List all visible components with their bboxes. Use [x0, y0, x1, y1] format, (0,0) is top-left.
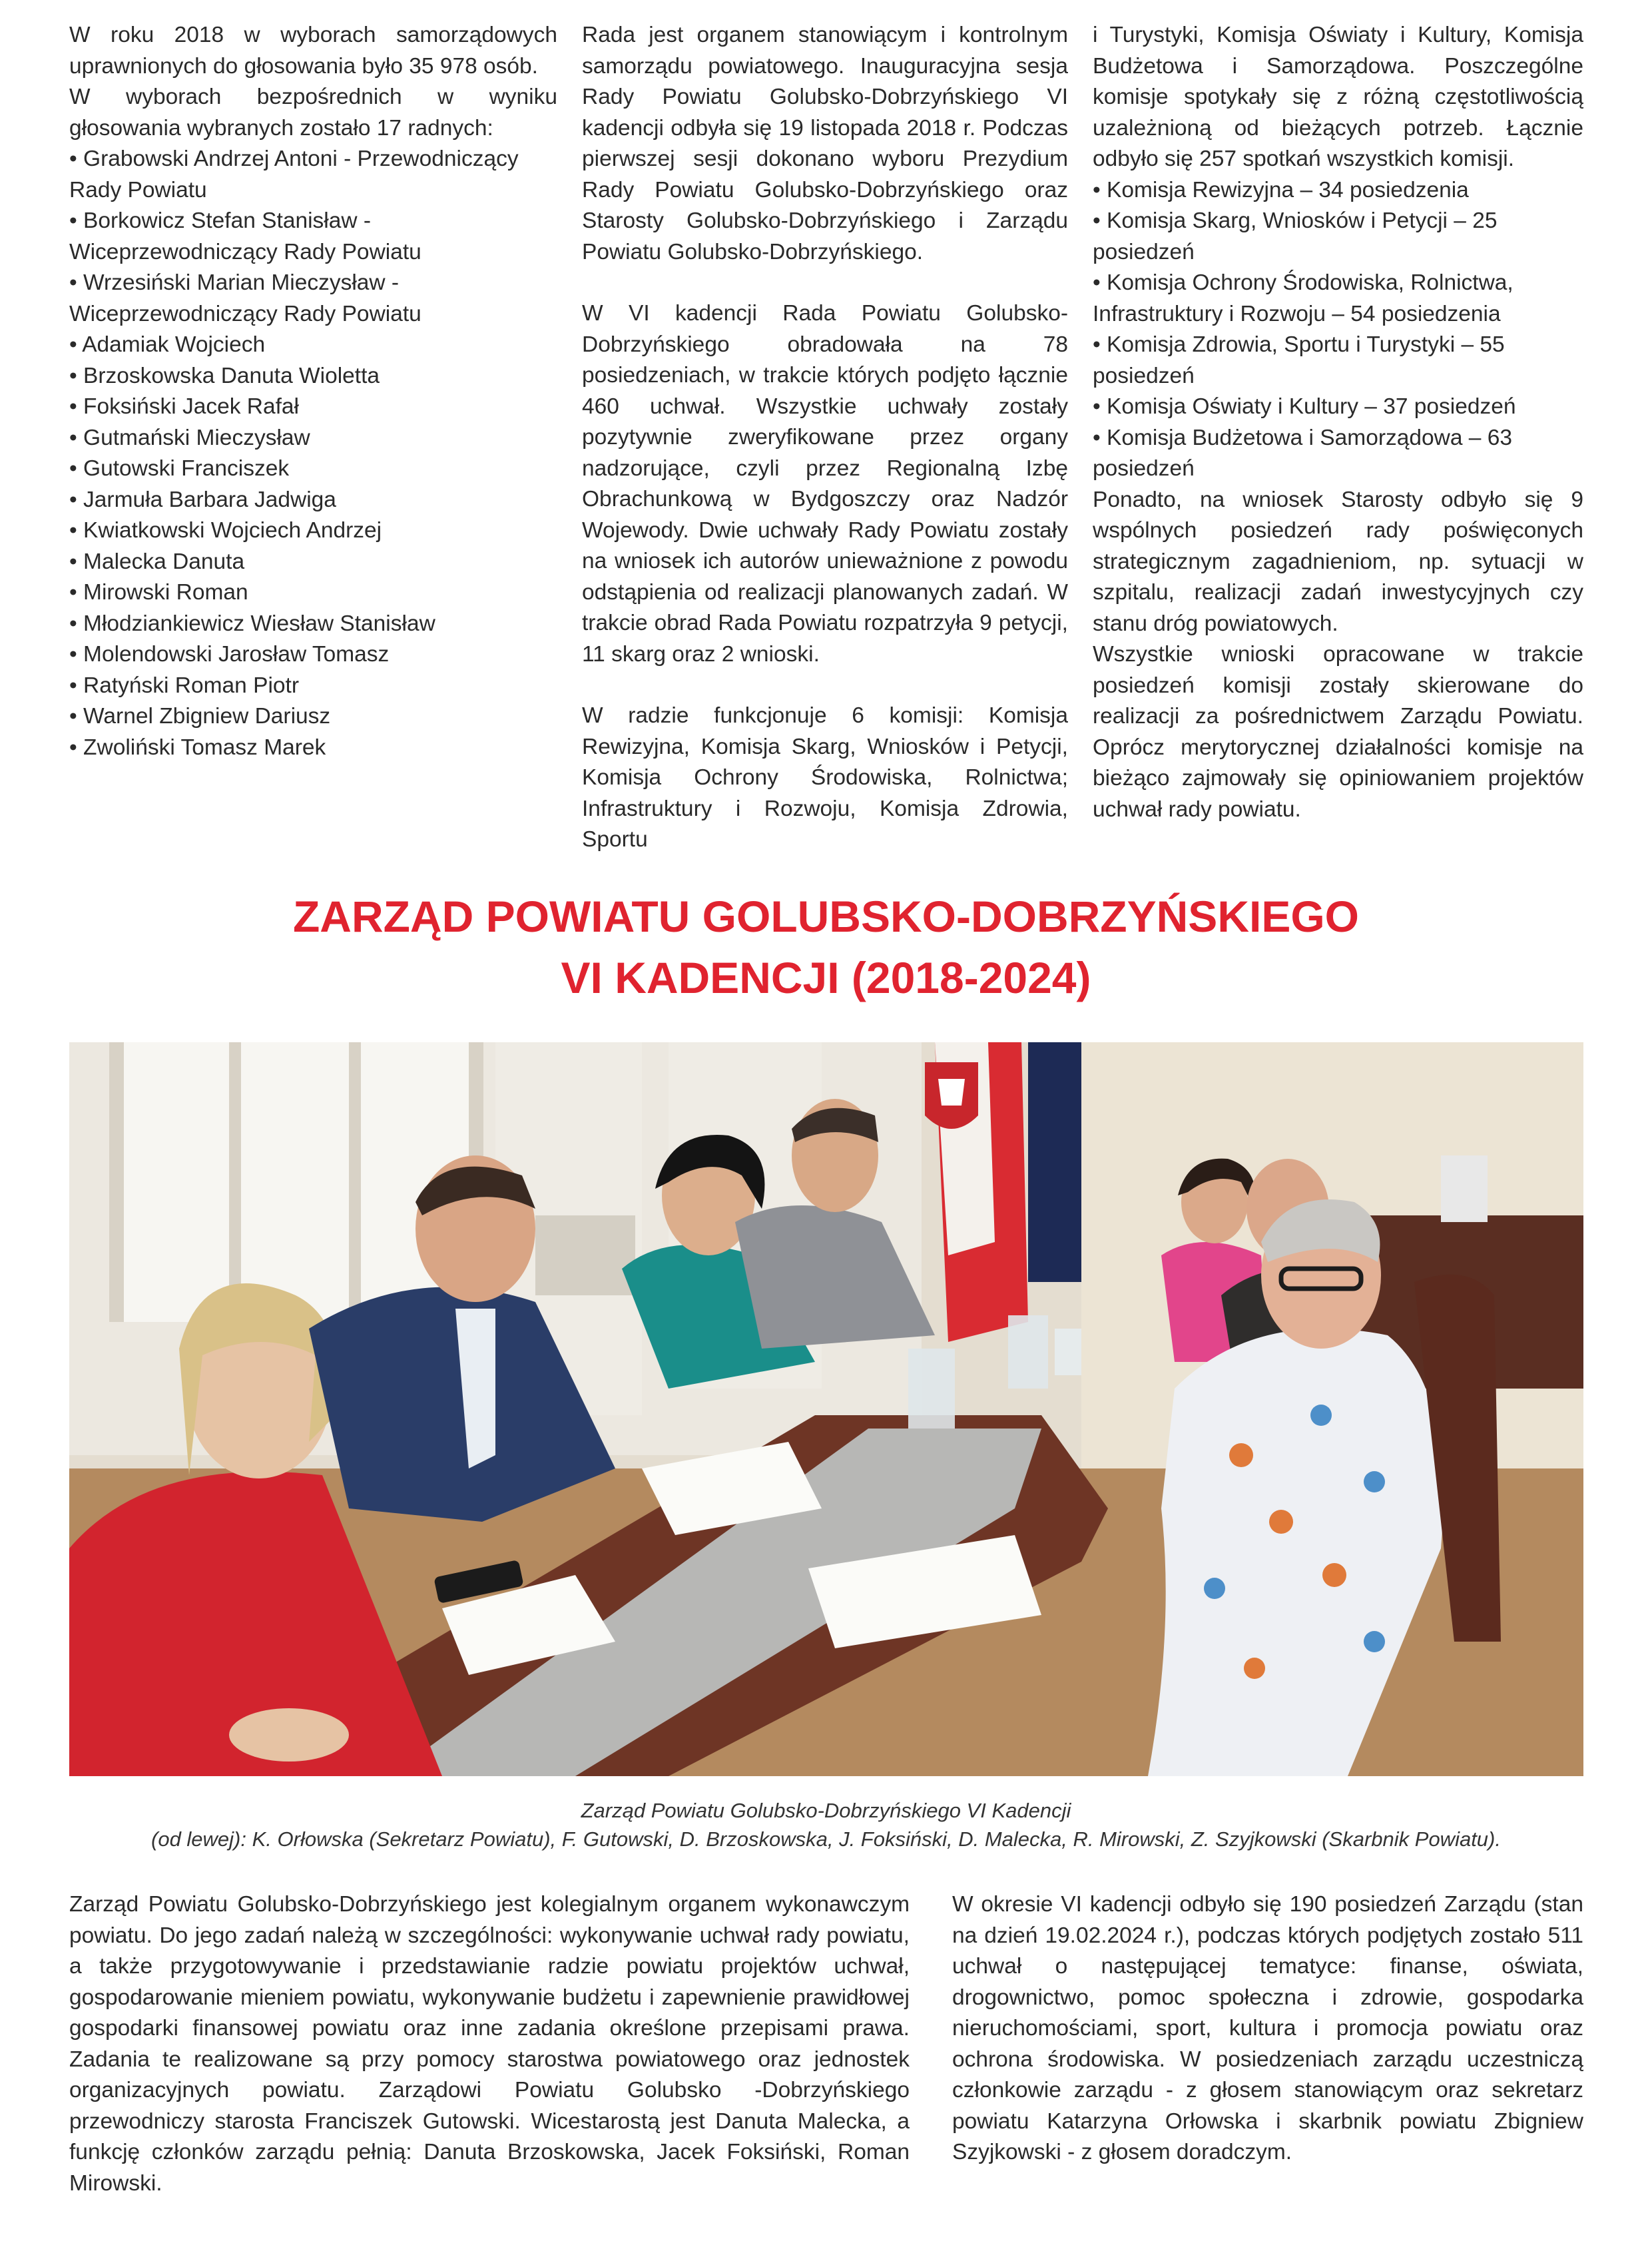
caption-title: Zarząd Powiatu Golubsko-Dobrzyńskiego VI Kadencji — [581, 1799, 1071, 1822]
board-duties-paragraph: Zarząd Powiatu Golubsko-Dobrzyńskiego jest kolegialnym organem wykonawczym powiatu. Do jego zadań należą w szczególności: wykonywanie uchwał rady powiatu, a także przygotowywanie i przedstawianie radzie powiatu projektów uchwał, gospodarowanie mieniem powiatu, wykonywanie budżetu i zapewnienie prawidłowej gospodarki finansowej powiatu oraz inne zadania określone przepisami prawa. Zadania te realizowane są przy pomocy starostwa powiatowego oraz jednostek organizacyjnych powiatu. Zarządowi Powiatu Golubsko -Dobrzyńskiego przewodniczy starosta Franciszek Gutowski. Wicestarostą jest Danuta Malecka, a funkcję członków zarządu pełnią: Danuta Brzoskowska, Jacek Foksiński, Roman Mirowski. — [69, 1892, 910, 2196]
flag-eu — [1028, 1042, 1081, 1282]
list-item: • Adamiak Wojciech — [69, 330, 557, 361]
council-paragraph: Rada jest organem stanowiącym i kontrolnym samorządu powiatowego. Inauguracyjna sesja Rady Powiatu Golubsko-Dobrzyńskiego VI kadencji odbyła się 19 listopada 2018 r. Podczas pierwszej sesji dokonano wyboru Prezydium Rady Powiatu Golubsko-Dobrzyńskiego oraz Starosty Golubsko-Dobrzyńskiego i Zarządu Powiatu Golubsko-Dobrzyńskiego. — [582, 23, 1068, 264]
heading-line-1: ZARZĄD POWIATU GOLUBSKO-DOBRZYŃSKIEGO — [292, 892, 1360, 941]
list-item: • Malecka Danuta — [69, 547, 557, 578]
board-meeting-photo — [69, 1042, 1583, 1776]
section-heading — [0, 886, 1652, 1008]
column-2 — [582, 20, 1068, 856]
committees-list — [1093, 175, 1583, 485]
list-item: • Molendowski Jarosław Tomasz — [69, 639, 557, 671]
joint-sessions-paragraph: Ponadto, na wniosek Starosty odbyło się 9 wspólnych posiedzeń rady poświęconych strategicznym zagadnieniom, np. sytuacji w szpitalu, realizacji zadań inwestycyjnych czy stanu dróg powiatowych. — [1093, 487, 1583, 636]
list-item: • Gutmański Mieczysław — [69, 423, 557, 454]
list-item: • Mirowski Roman — [69, 577, 557, 609]
list-item: • Ratyński Roman Piotr — [69, 671, 557, 702]
board-meetings-paragraph: W okresie VI kadencji odbyło się 190 posiedzeń Zarządu (stan na dzień 19.02.2024 r.), podczas których podjętych zostało 511 uchwał o następującej tematyce: finanse, oświata, drogownictwo, pomoc społeczna i zdrowie, gospodarka nieruchomościami, sport, kultura i promocja powiatu oraz ochrona środowiska. W posiedzeniach zarządu uczestniczą członkowie zarządu - z głosem stanowiącym oraz sekretarz powiatu Katarzyna Orłowska i skarbnik powiatu Zbigniew Szyjkowski - z głosem doradczym. — [952, 1892, 1583, 2164]
list-item: • Komisja Skarg, Wniosków i Petycji – 25 posiedzeń — [1093, 206, 1583, 268]
radiator — [535, 1215, 635, 1295]
coat-of-arms-emblem — [925, 1062, 978, 1129]
elected-intro: W wyborach bezpośrednich w wyniku głosowania wybranych zostało 17 radnych: — [69, 85, 557, 141]
list-item: • Wrzesiński Marian Mieczysław - Wiceprzewodniczący Rady Powiatu — [69, 268, 557, 330]
list-item: • Kwiatkowski Wojciech Andrzej — [69, 515, 557, 547]
list-item: • Komisja Ochrony Środowiska, Rolnictwa, Infrastruktury i Rozwoju – 54 posiedzenia — [1093, 268, 1583, 330]
list-item: • Młodziankiewicz Wiesław Stanisław — [69, 609, 557, 640]
list-item: • Warnel Zbigniew Dariusz — [69, 701, 557, 733]
intro-paragraph: W roku 2018 w wyborach samorządowych uprawnionych do głosowania było 35 978 osób. — [69, 23, 557, 79]
column-3 — [1093, 20, 1583, 825]
list-item: • Komisja Zdrowia, Sportu i Turystyki – 55 posiedzeń — [1093, 330, 1583, 392]
caption-names: (od lewej): K. Orłowska (Sekretarz Powiatu), F. Gutowski, D. Brzoskowska, J. Foksiński, D. Malecka, R. Mirowski, Z. Szyjkowski (Skarbnik Powiatu). — [151, 1827, 1501, 1851]
motions-paragraph: Wszystkie wnioski opracowane w trakcie posiedzeń komisji zostały skierowane do realizacji za pośrednictwem Zarządu Powiatu. Oprócz merytorycznej działalności komisje na bieżąco zajmowały się opiniowaniem projektów uchwał rady powiatu. — [1093, 642, 1583, 822]
sessions-paragraph: W VI kadencji Rada Powiatu Golubsko-Dobrzyńskiego obradowała na 78 posiedzeniach, w trakcie których podjęto łącznie 460 uchwał. Wszystkie uchwały zostały pozytywnie zweryfikowane przez organy nadzorujące, czyli przez Regionalną Izbę Obrachunkową w Bydgoszczy oraz Nadzór Wojewody. Dwie uchwały Rady Powiatu zostały na wniosek ich autorów unieważnione z powodu odstąpienia od realizacji planowanych zadań. W trakcie obrad Rada Powiatu rozpatrzyła 9 petycji, 11 skarg oraz 2 wnioski. — [582, 301, 1068, 667]
list-item: • Zwoliński Tomasz Marek — [69, 733, 557, 764]
committees-continued: i Turystyki, Komisja Oświaty i Kultury, Komisja Budżetowa i Samorządowa. Poszczególne komisje spotykały się z różną częstotliwością uzależnioną od bieżących potrzeb. Łącznie odbyło się 257 spotkań wszystkich komisji. — [1093, 23, 1583, 171]
committees-paragraph: W radzie funkcjonuje 6 komisji: Komisja Rewizyjna, Komisja Skarg, Wniosków i Petycji, Komisja Ochrony Środowiska, Rolnictwa; Infrastruktury i Rozwoju, Komisja Zdrowia, Sportu — [582, 703, 1068, 852]
window — [109, 1042, 482, 1322]
heading-line-2: VI KADENCJI (2018-2024) — [561, 953, 1091, 1002]
list-item: • Foksiński Jacek Rafał — [69, 392, 557, 423]
list-item: • Borkowicz Stefan Stanisław - Wiceprzewodniczący Rady Powiatu — [69, 206, 557, 268]
photo-caption — [0, 1796, 1652, 1853]
bottom-column-right — [952, 1889, 1583, 2168]
list-item: • Komisja Oświaty i Kultury – 37 posiedzeń — [1093, 392, 1583, 423]
list-item: • Gutowski Franciszek — [69, 454, 557, 485]
water-jug — [1008, 1315, 1048, 1389]
bottom-column-left — [69, 1889, 910, 2199]
list-item: • Grabowski Andrzej Antoni - Przewodniczący Rady Powiatu — [69, 144, 557, 206]
list-item: • Brzoskowska Danuta Wioletta — [69, 361, 557, 392]
column-1 — [69, 20, 557, 763]
water-jug — [908, 1349, 955, 1429]
councillors-list — [69, 144, 557, 763]
list-item: • Komisja Budżetowa i Samorządowa – 63 posiedzeń — [1093, 423, 1583, 485]
list-item: • Komisja Rewizyjna – 34 posiedzenia — [1093, 175, 1583, 206]
list-item: • Jarmuła Barbara Jadwiga — [69, 485, 557, 516]
